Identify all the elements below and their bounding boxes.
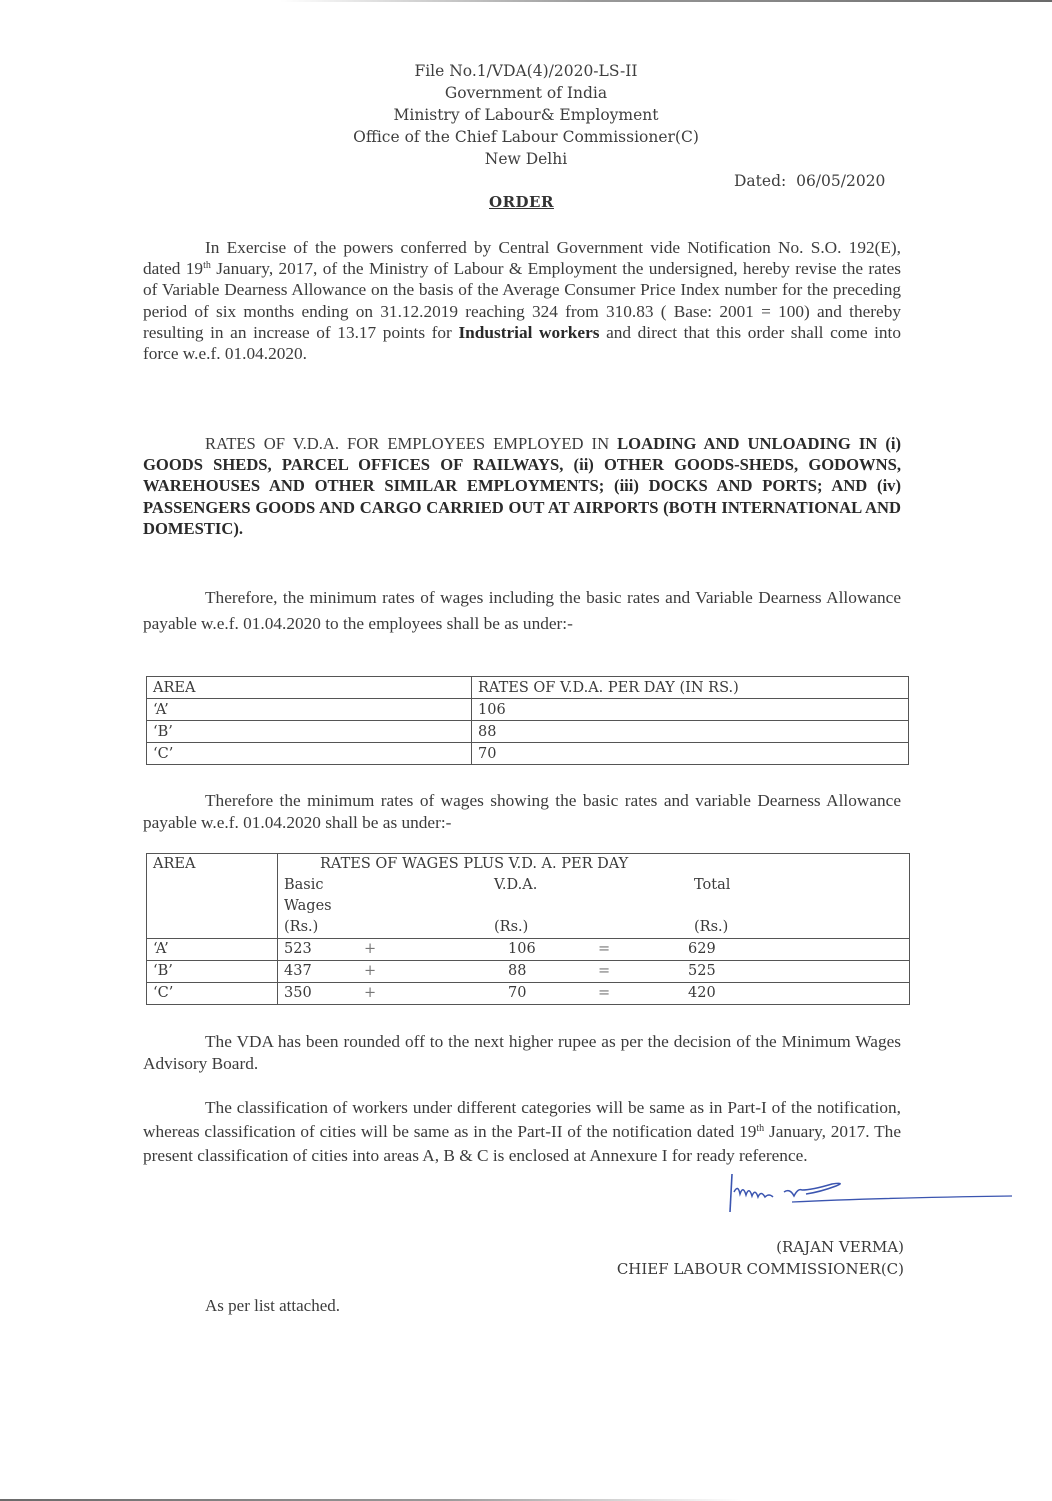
file-number: File No.1/VDA(4)/2020-LS-II (414, 62, 638, 80)
vda-unit: (Rs.) (494, 919, 529, 935)
plus-sign: + (364, 963, 377, 979)
table-row (147, 961, 910, 983)
paragraph-text: Therefore the minimum rates of wages showing the basic rates and variable Dearness Allowance payable w.e.f. 01.04.2020 shall be as under:- (143, 791, 901, 832)
table-row (147, 939, 910, 961)
table-header-area: AREA (147, 677, 472, 699)
plus-sign: + (364, 985, 377, 1001)
total-value: 420 (688, 985, 716, 1001)
bold-text: LOADING AND UNLOADING IN (i) GOODS SHEDS, PARCEL OFFICES OF RAILWAYS, (ii) OTHER GOODS-SHEDS, GODOWNS, WAREHOUSES AND OTHER SIMILAR EMPLOYMENTS; (iii) DOCKS AND PORTS; AND (iv) PASSENGERS GOODS AND CARGO CARRIED OUT AT AIRPORTS (BOTH INTERNATIONAL AND DOMESTIC). (143, 434, 902, 538)
office-name: Office of the Chief Labour Commissioner(C) (353, 128, 699, 146)
superscript: th (203, 260, 211, 272)
scan-edge-top (280, 0, 1052, 2)
dated-value: 06/05/2020 (796, 172, 886, 190)
vda-value: 70 (508, 985, 527, 1001)
vda-header: V.D.A. (494, 877, 538, 893)
city-name: New Delhi (484, 150, 568, 168)
rate-cell: 88 (472, 721, 909, 743)
paragraph-text: January, 2017. The present classification of cities into areas A, B & C is enclosed at Annexure I for ready reference. (143, 1122, 901, 1165)
wage-values (278, 961, 910, 983)
table-row (147, 721, 909, 743)
equals-sign: = (598, 985, 611, 1001)
table-row (147, 983, 910, 1005)
enclosure-note: As per list attached. (205, 1296, 341, 1315)
paragraph-text: Therefore, the minimum rates of wages including the basic rates and Variable Dearness Allowance payable w.e.f. 01.04.2020 to the employees shall be as under:- (143, 588, 901, 633)
paragraph-text: In Exercise of the powers conferred by Central Government vide Notification No. S.O. 192(E), dated 19 (143, 238, 901, 279)
paragraph-vda-intro (143, 585, 901, 637)
basic-unit: (Rs.) (284, 919, 319, 935)
wage-values (278, 983, 910, 1005)
table-row (147, 743, 909, 765)
date-line (734, 172, 885, 190)
table-header-row (147, 854, 910, 939)
total-header: Total (694, 877, 731, 893)
total-value: 629 (688, 941, 716, 957)
rate-cell: 70 (472, 743, 909, 765)
superscript: th (756, 1123, 765, 1134)
table-header-rate: RATES OF V.D.A. PER DAY (IN RS.) (472, 677, 909, 699)
table-header-row (147, 677, 909, 699)
signer-designation: CHIEF LABOUR COMMISSIONER(C) (616, 1260, 904, 1278)
total-value: 525 (688, 963, 716, 979)
group-header-title: RATES OF WAGES PLUS V.D. A. PER DAY (320, 856, 629, 872)
equals-sign: = (598, 963, 611, 979)
letterhead (0, 60, 1052, 170)
paragraph-wages-intro (143, 790, 901, 834)
plus-sign: + (364, 941, 377, 957)
area-cell: ‘A’ (147, 939, 278, 961)
paragraph-text: The VDA has been rounded off to the next higher rupee as per the decision of the Minimum Wages Advisory Board. (143, 1032, 901, 1073)
table-row (147, 699, 909, 721)
bold-text: Industrial workers (458, 322, 600, 342)
wage-values (278, 939, 910, 961)
basic-value: 350 (284, 985, 312, 1001)
order-title: ORDER (489, 193, 554, 211)
area-cell: ‘C’ (147, 743, 472, 765)
vda-value: 88 (508, 963, 527, 979)
vda-rates-table (146, 676, 909, 765)
government-name: Government of India (444, 84, 608, 102)
sub-header (284, 875, 903, 938)
basic-header: Basic (284, 877, 324, 893)
ministry-name: Ministry of Labour& Employment (393, 106, 659, 124)
area-cell: ‘B’ (147, 721, 472, 743)
signer-name: (RAJAN VERMA) (776, 1238, 904, 1256)
signature-icon (722, 1172, 1022, 1232)
rate-cell: 106 (472, 699, 909, 721)
vda-value: 106 (508, 941, 536, 957)
total-unit: (Rs.) (694, 919, 729, 935)
table-header-group (278, 854, 910, 939)
paragraph-rounding (143, 1031, 901, 1075)
basic-value: 437 (284, 963, 312, 979)
equals-sign: = (598, 941, 611, 957)
paragraph-scope (143, 433, 901, 539)
basic-header-2: Wages (284, 898, 332, 914)
area-cell: ‘A’ (147, 699, 472, 721)
paragraph-notification (143, 237, 901, 364)
basic-value: 523 (284, 941, 312, 957)
table-header-area: AREA (147, 854, 278, 939)
dated-label: Dated: (734, 172, 787, 190)
paragraph-text: RATES OF V.D.A. FOR EMPLOYEES EMPLOYED IN (205, 434, 618, 453)
paragraph-text: January, 2017, of the Ministry of Labour & Employment the undersigned, hereby revise the rates of Variable Dearness Allowance on the basis of the Average Consumer Price Index number for the preceding period of six months ending on 31.12.2019 reaching 324 from 310.83 ( Base: 2001 = 100) and thereby resulting in an increase of 13.17 points for (143, 259, 901, 342)
wages-table (146, 853, 910, 1005)
paragraph-classification (143, 1096, 901, 1168)
paragraph-text: The classification of workers under different categories will be same as in Part-I of the notification, whereas classification of cities will be same as in the Part-II of the notification dated 19 (143, 1098, 901, 1141)
area-cell: ‘B’ (147, 961, 278, 983)
area-cell: ‘C’ (147, 983, 278, 1005)
paragraph-text: and direct that this order shall come into force w.e.f. 01.04.2020. (143, 322, 901, 364)
